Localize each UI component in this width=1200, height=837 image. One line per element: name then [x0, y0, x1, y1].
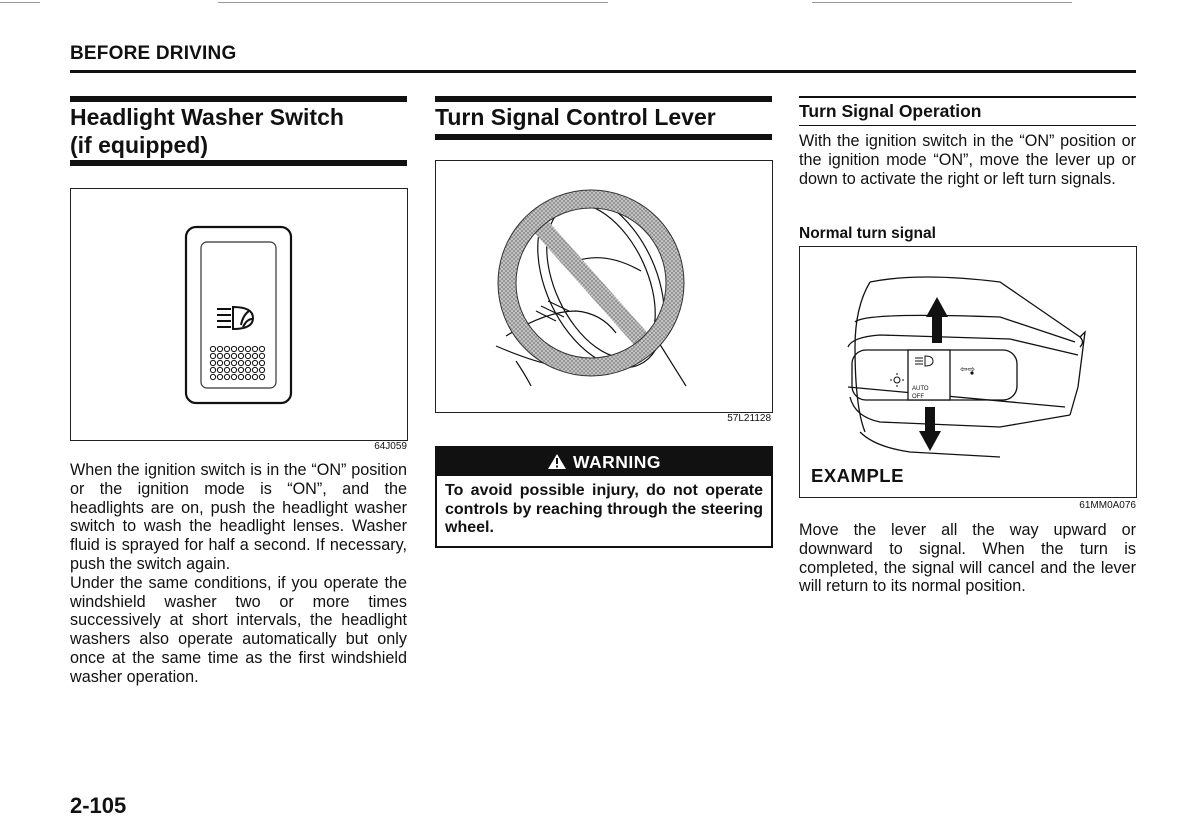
warning-text: To avoid possible injury, do not operate controls by reaching through the steering wheel.: [445, 482, 763, 537]
scan-line: [812, 2, 1072, 3]
turn-signal-operation-title: Turn Signal Operation: [799, 101, 982, 121]
turn-indicator-icon: ⇦⇨: [960, 364, 976, 374]
paragraph: When the ignition switch is in the “ON” position or the ignition mode is “ON”, and the headlights are on, push the headlight washer switch to wash the headlight lenses. Washer fluid is sprayed for half a second. If necessary, push the switch again.: [70, 461, 407, 573]
warning-title: WARNING: [572, 452, 662, 472]
warning-box: [435, 446, 773, 548]
title-line-2: (if equipped): [70, 132, 208, 158]
sun-icon: [890, 373, 904, 387]
warning-triangle-icon: [547, 453, 567, 470]
turn-signal-lever-title: Turn Signal Control Lever: [435, 104, 716, 130]
section-header: BEFORE DRIVING: [70, 43, 237, 64]
figure-code: 61MM0A076: [1079, 500, 1136, 511]
heading-bar-top: [70, 96, 407, 102]
header-rule: [70, 70, 1136, 73]
title-line-1: Headlight Washer Switch: [70, 104, 344, 130]
page-number: 2-105: [70, 793, 127, 818]
heading-bar-bottom: [70, 160, 407, 166]
heading-bar-bottom: [435, 134, 772, 140]
figure-code: 57L21128: [727, 413, 771, 424]
off-label: OFF: [912, 394, 924, 400]
washer-description: [70, 461, 407, 687]
warning-header: [437, 448, 771, 476]
subheading-rule: [799, 96, 1136, 98]
washer-switch-illustration: [71, 189, 407, 440]
scan-line: [218, 2, 608, 3]
turn-signal-lever-figure: [799, 246, 1137, 498]
auto-label: AUTO: [912, 386, 929, 392]
turn-signal-intro: With the ignition switch in the “ON” position or the ignition mode “ON”, move the lever up or down to activate the right or left turn signals.: [799, 132, 1136, 188]
subheading-rule: [799, 125, 1136, 126]
no-reaching-illustration: [436, 161, 772, 412]
paragraph: Under the same conditions, if you operate the windshield washer two or more times successively at short intervals, the headlight washers also operate automatically but only once at the same time as the first windshield washer operation.: [70, 573, 407, 686]
example-label: EXAMPLE: [811, 465, 904, 486]
down-arrow-icon: [919, 407, 941, 451]
prohibited-reach-figure: [435, 160, 773, 413]
normal-turn-signal-heading: Normal turn signal: [799, 225, 936, 242]
headlight-washer-title: [70, 103, 344, 159]
lever-illustration: [800, 247, 1136, 497]
washer-switch-figure: [70, 188, 408, 441]
turn-signal-body: Move the lever all the way upward or downward to signal. When the turn is completed, the signal will cancel and the lever will return to its normal position.: [799, 521, 1136, 596]
scan-line: [0, 2, 40, 3]
figure-code: 64J059: [374, 441, 407, 452]
heading-bar-top: [435, 96, 772, 102]
